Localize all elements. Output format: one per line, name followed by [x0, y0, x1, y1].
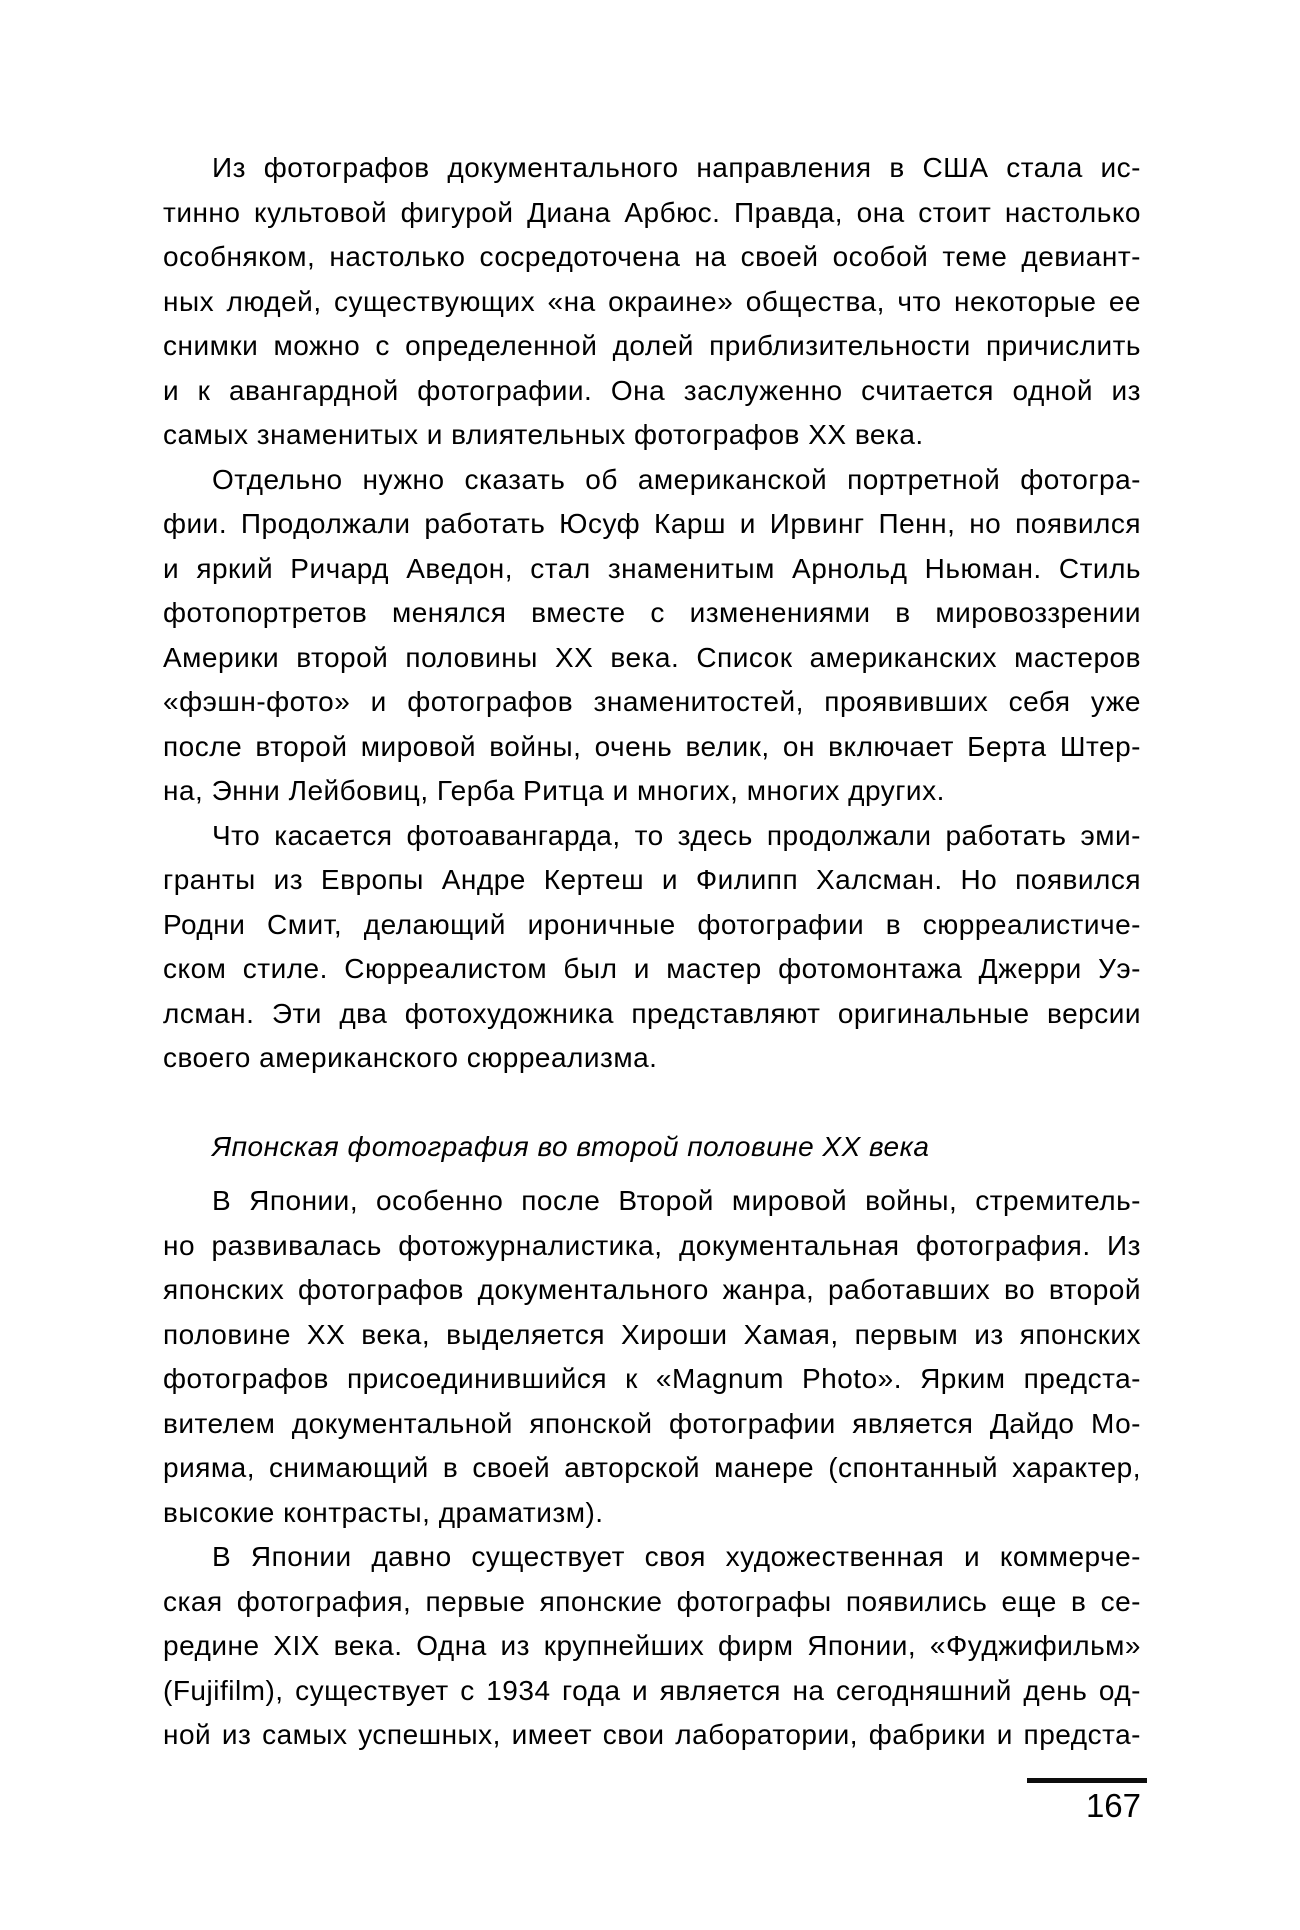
text-line: высокие контрасты, драматизм). [163, 1496, 604, 1528]
text-line: Из фотографов документального направления в США стала ис- [212, 152, 1141, 183]
text-line: Америки второй половины XX века. Список американских мастеров [163, 641, 1141, 673]
section-heading: Японская фотография во второй половине XX века [212, 1130, 930, 1162]
text-line: редине XIX века. Одна из крупнейших фирм Японии, «Фуджифильм» [163, 1630, 1141, 1661]
paragraph-3 [163, 814, 1141, 1081]
text-line: вителем документальной японской фотографии является Дайдо Мо- [163, 1407, 1141, 1439]
text-line: самых знаменитых и влиятельных фотографов XX века. [163, 419, 924, 450]
text-line: особняком, настолько сосредоточена на своей особой теме девиант- [163, 241, 1141, 272]
text-line: В Японии давно существует своя художественная и коммерче- [212, 1541, 1141, 1572]
text-line: и к авангардной фотографии. Она заслуженно считается одной из [163, 374, 1141, 406]
text-line: (Fujifilm), существует с 1934 года и является на сегодняшний день од- [163, 1674, 1141, 1706]
text-line: японских фотографов документального жанра, работавших во второй [163, 1274, 1141, 1305]
text-line: рияма, снимающий в своей авторской манере (спонтанный характер, [163, 1452, 1141, 1483]
paragraph-1 [163, 146, 1141, 458]
text-line: Отдельно нужно сказать об американской портретной фотогра- [212, 463, 1141, 495]
text-line: Родни Смит, делающий ироничные фотографии в сюрреалистиче- [163, 908, 1141, 940]
paragraph-2 [163, 458, 1141, 814]
text-line: ных людей, существующих «на окраине» общества, что некоторые ее [163, 285, 1141, 317]
paragraph-5 [163, 1535, 1141, 1758]
page-number: 167 [1085, 1787, 1141, 1824]
text-line: В Японии, особенно после Второй мировой войны, стремитель- [212, 1185, 1141, 1216]
text-line: но развивалась фотожурналистика, документальная фотография. Из [163, 1229, 1141, 1261]
text-line: лсман. Эти два фотохудожника представляют оригинальные версии [163, 997, 1141, 1029]
text-line: ной из самых успешных, имеет свои лаборатории, фабрики и предста- [163, 1719, 1141, 1750]
text-line: половине XX века, выделяется Хироши Хамая, первым из японских [163, 1318, 1141, 1350]
text-line: тинно культовой фигурой Диана Арбюс. Правда, она стоит настолько [163, 196, 1141, 228]
text-line: гранты из Европы Андре Кертеш и Филипп Халсман. Но появился [163, 864, 1141, 895]
text-line: ская фотография, первые японские фотографы появились еще в се- [163, 1585, 1141, 1617]
text-line: на, Энни Лейбовиц, Герба Ритца и многих, многих других. [163, 775, 945, 806]
text-line: фотопортретов менялся вместе с изменениями в мировоззрении [163, 597, 1141, 628]
text-line: снимки можно с определенной долей приблизительности причислить [163, 330, 1141, 361]
text-line: ском стиле. Сюрреалистом был и мастер фотомонтажа Джерри Уэ- [163, 953, 1141, 984]
text-line: и яркий Ричард Аведон, стал знаменитым Арнольд Ньюман. Стиль [163, 552, 1141, 584]
text-line: фотографов присоединившийся к «Magnum Photo». Ярким предста- [163, 1363, 1141, 1394]
text-line: «фэшн-фото» и фотографов знаменитостей, проявивших себя уже [163, 686, 1141, 717]
paragraph-4 [163, 1179, 1141, 1535]
text-block [163, 146, 1141, 1758]
text-line: своего американского сюрреализма. [163, 1042, 658, 1073]
text-line: фии. Продолжали работать Юсуф Карш и Ирвинг Пенн, но появился [163, 508, 1141, 539]
text-line: Что касается фотоавангарда, то здесь продолжали работать эми- [212, 819, 1141, 851]
footer-rule [1027, 1778, 1147, 1783]
text-line: после второй мировой войны, очень велик, он включает Берта Штер- [163, 730, 1141, 762]
